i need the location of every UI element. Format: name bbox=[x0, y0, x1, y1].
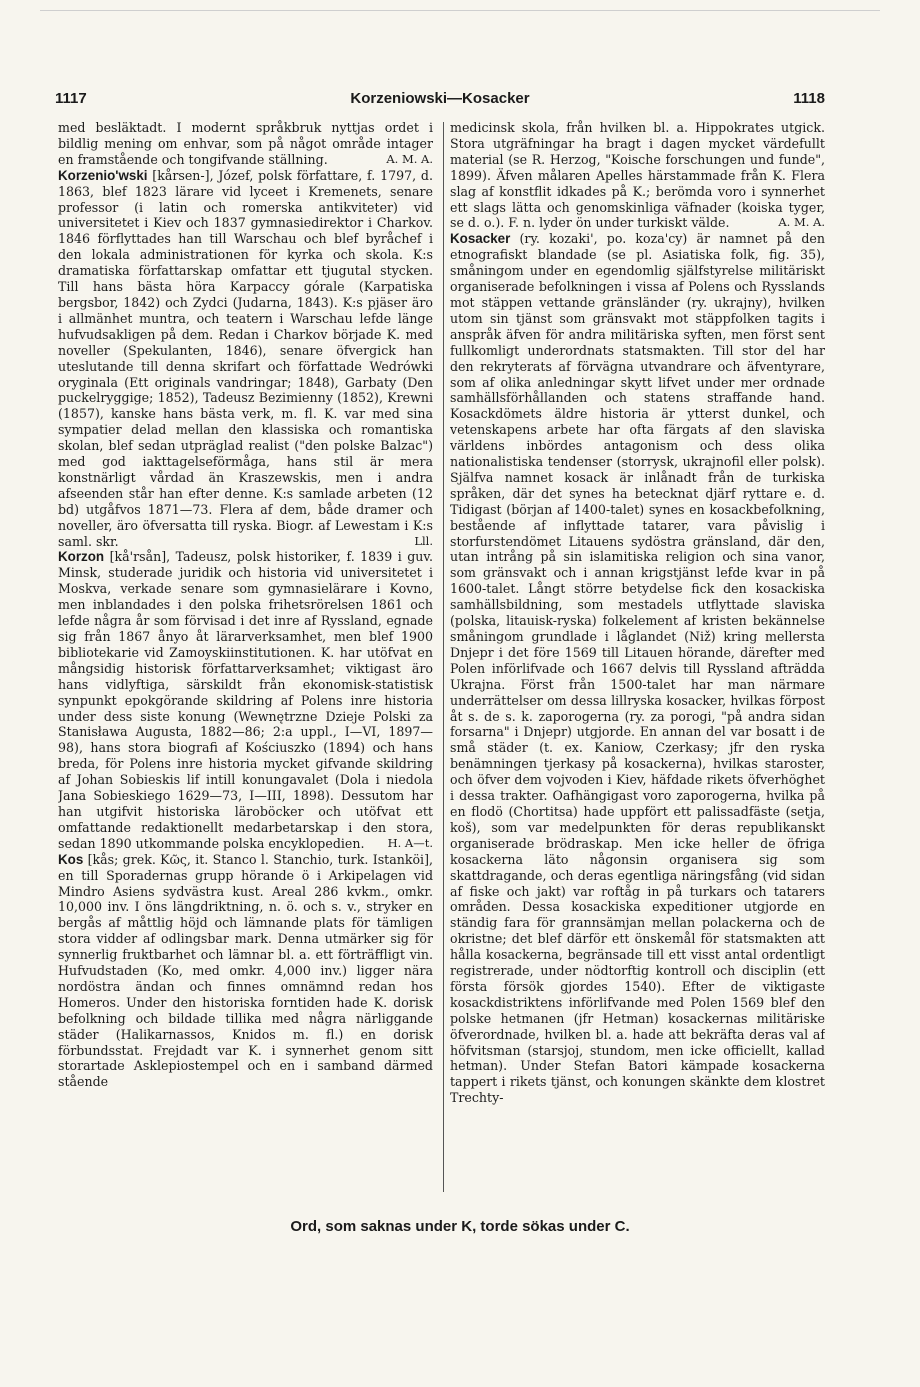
entry-text: [kås; grek. Κῶς, it. Stanco l. Stanchio, turk. Istanköi], en till Sporadernas grupp hörande ö i Arkipelagen vid Mindro Asiens sydvästra kust. Areal 286 kvkm., omkr. 10,000 inv. I öns längdriktning, n. ö. och s. v., stryker en bergås af måttlig höjd och lämnande plats för tämligen stora vidder af odlingsbar mark. Denna utmärker sig för synnerlig fruktbarhet och lämnar bl. a. ett förträffligt vin. Hufvudstaden (Ko, med omkr. 4,000 inv.) ligger nära nordöstra ändan och finnes omnämnd redan hos Homeros. Under den historiska forntiden hade K. dorisk befolkning och bildade tillika med några närliggande städer (Halikarnassos, Knidos m. fl.) en dorisk förbundsstat. Frejdadt var K. i synnerhet genom sitt storartade Asklepiostempel och en i samband därmed stående bbox=[58, 851, 433, 1090]
entry-text: (ry. kozaki', po. koza'cy) är namnet på den etnografiskt blandade (se pl. Asiatiska folk, fig. 35), småningom under en egendomlig själfstyrelse militäriskt organiserade befolkningen i vissa af Polens och Rysslands mot stäppen vettande gränsländer (ry. ukrajny), hvilken utom sin tjänst som gränsvakt mot stäppfolken tagits i anspråk äfven för andra militäriska syften, men först sent fullkomligt underordnats statsmakten. Till stor del har den rekryterats af förvägna utvandrare och äfventyrare, som af olika anledningar skytt lifvet under mer ordnade samhällsförhållanden och statens straffande hand. Kosackdömets äldre historia är ytterst dunkel, och vetenskapens arbete har ofta färgats af den slaviska världens inbördes antagonism och dess olika nationalistiska tendenser (storrysk, ukrajnofil eller polsk). Själfva namnet kosack är inlånadt från de turkiska språken, där det synes ha betecknat djärf ryttare e. d. Tidigast (början af 1400-talet) synes en kosackbefolkning, bestående af inflyttade tatarer, vara påvislig i storfurstendömet Litauens sydöstra gränsland, där den, utan intrång på sin islamitiska religion och sina vanor, som gränsvakt och i annan krigstjänst lefde kvar in på 1600-talet. Långt större betydelse fick den kosackiska samhällsbildning, som mestadels utflyttade slaviska (polska, litauisk-ryska) folkelement af kristen bekännelse småningom grundlade i låglandet (Niž) kring mellersta Dnjepr i det före 1569 till Litauen hörande, därefter med Polen införlifvade och 1667 delvis till Ryssland afträdda Ukrajna. Först från 1500-talet har man närmare underrättelser om dessa lillryska kosacker, hvilkas förpost åt s. de s. k. zaporogerna (ry. za porogi, "på andra sidan forsarna" i Dnjepr) utgjorde. En annan del var bosatt i de små städer (t. ex. Kaniow, Czerkasy; jfr den ryska benämningen tjerkasy på kosackerna), hvilkas staroster, och öfver dem vojvoden i Kiev, häfdade rikets öfverhöghet i dessa trakter. Oafhängigast voro zaporogerna, hvilka på en flodö (Chortitsa) hade uppfört ett palissadfäste (setja, koš), som var medelpunkten för deras republikanskt organiserade brödraskap. Men icke heller de öfriga kosackerna läto någonsin organisera sig som skattdragande, och deras egentliga näringsfång (vid sidan af fiske och jakt) var roftåg in på turkars och tatarers områden. Dessa kosackiska expeditioner utgjorde en ständig fara för grannsämjan mellan polackerna och de okristne; det blef därför ett önskemål för statsmakten att hålla kosackerna, begränsade till ett visst antal ordentligt registrerade, under nödtorftig kontroll och disciplin (ett första försök gjordes 1540). Efter de viktigaste kosackdistriktens införlifvande med Polen 1569 blef den polske hetmanen (jfr Hetman) kosackernas militäriske öfverordnade, hvilken bl. a. hade att bekräfta deras val af höfvitsman (starsjoj, stundom, men icke officiellt, kallad hetman). Under Stefan Batori kämpade kosackerna tappert i rikets tjänst, och konungen skänkte dem klostret Trechty- bbox=[450, 231, 825, 1106]
entry-headword: Korzon bbox=[58, 549, 105, 565]
entry-headword: Korzenio'wski bbox=[58, 167, 148, 183]
entry-text: med besläktadt. I modernt språkbruk nyttjas ordet i bildlig mening om enhvar, som på något område intager en framstående och tongifvande ställning. bbox=[58, 120, 433, 167]
right-column bbox=[450, 120, 825, 1200]
entry-signature: A. M. A. bbox=[778, 215, 825, 230]
entry-text: medicinsk skola, från hvilken bl. a. Hippokrates utgick. Stora utgräfningar ha bragt i dagen mycket värdefullt material (se R. Herzog, "Koische forschungen und funde", 1899). Äfven målaren Apelles härstammade från K. Flera slag af konstflit idkades på K.; berömda voro i synnerhet ett slags lätta och genomskinliga väfnader (koiska tyger, se d. o.). F. n. lyder ön under turkiskt välde. bbox=[450, 120, 825, 231]
entry bbox=[450, 120, 825, 231]
column-divider bbox=[443, 122, 444, 1192]
text-columns bbox=[58, 120, 825, 1200]
entry-headword: Kos bbox=[58, 851, 84, 867]
entry-headword: Kosacker bbox=[450, 231, 511, 247]
entry-text: [kå'rsån], Tadeusz, polsk historiker, f. 1839 i guv. Minsk, studerade juridik och historia vid universitetet i Moskva, verkade senare som gymnasielärare i Kovno, men inblandades i den polska frihetsrörelsen 1861 och lefde några år som förvisad i det inre af Ryssland, egnade sig från 1867 ånyo åt lärarverksamhet, men blef 1900 bibliotekarie vid Zamoyskiinstitutionen. K. har utöfvat en mångsidig historisk författarverksamhet; viktigast äro hans vidlyftiga, särskildt från ekonomisk-statistisk synpunkt epokgörande skildring af Polens inre historia under dess siste konung (Wewnętrzne Dzieje Polski za Stanisława Augusta, 1882—86; 2:a uppl., I—VI, 1897—98), hans stora biografi af Kościuszko (1894) och hans breda, för Polens inre historia mycket gifvande skildring af Johan Sobieskis lif intill konungavalet (Dola i niedola Jana Sobieskiego 1629—73, I—III, 1898). Dessutom har han utgifvit historiska läroböcker och utöfvat ett omfattande redaktionellt medarbetarskap i den stora, sedan 1890 utkommande polska encyklopedien. bbox=[58, 549, 433, 851]
entry bbox=[450, 231, 825, 1106]
entry-signature: A. M. A. bbox=[386, 151, 433, 166]
page-number-right: 1118 bbox=[793, 90, 825, 107]
top-rule bbox=[40, 10, 880, 11]
entry bbox=[58, 549, 433, 851]
entry bbox=[58, 120, 433, 168]
page-number-left: 1117 bbox=[55, 90, 87, 107]
entry bbox=[58, 852, 433, 1091]
left-column bbox=[58, 120, 433, 1200]
entry bbox=[58, 168, 433, 550]
entry-signature: Lll. bbox=[414, 533, 433, 548]
entry-signature: H. A—t. bbox=[387, 835, 433, 850]
page-header bbox=[55, 90, 825, 112]
running-title: Korzeniowski—Kosacker bbox=[350, 90, 530, 107]
page-footer-note: Ord, som saknas under K, torde sökas under C. bbox=[290, 1218, 630, 1235]
entry-text: [kårsen-], Józef, polsk författare, f. 1797, d. 1863, blef 1823 lärare vid lyceet i Kremenets, senare professor (i latin och romerska antikviteter) vid universitetet i Kiev och 1837 gymnasiedirektor i Charkov. 1846 förflyttades han till Warschau och blef byråchef i den lokala administrationen för kyrka och skola. K:s dramatiska författarskap omfattar ett tjugutal stycken. Till hans bästa höra Karpaccy górale (Karpatiska bergsbor, 1842) och Zydci (Judarna, 1843). K:s pjäser äro i allmänhet muntra, och teatern i Warschau lefde länge hufvudsakligen på dem. Redan i Charkov började K. med noveller (Spekulanten, 1846), senare öfvergick han uteslutande till denna skrifart och författade Wedrówki oryginala (Ett originals vandringar; 1848), Garbaty (Den puckelryggige; 1852), Tadeusz Bezimienny (1852), Krewni (1857), kanske hans bästa verk, m. fl. K. var med sina sympatier delad mellan den klassiska och romantiska skolan, blef sedan utpräglad realist ("den polske Balzac") med god iakttagelseförmåga, hans stil är mera konstnärligt vårdad än Kraszewskis, men i andra afseenden står han efter denne. K:s samlade arbeten (12 bd) utgåfvos 1871—73. Flera af dem, både dramer och noveller, äro öfversatta till ryska. Biogr. af Lewestam i K:s saml. skr. bbox=[58, 167, 433, 549]
